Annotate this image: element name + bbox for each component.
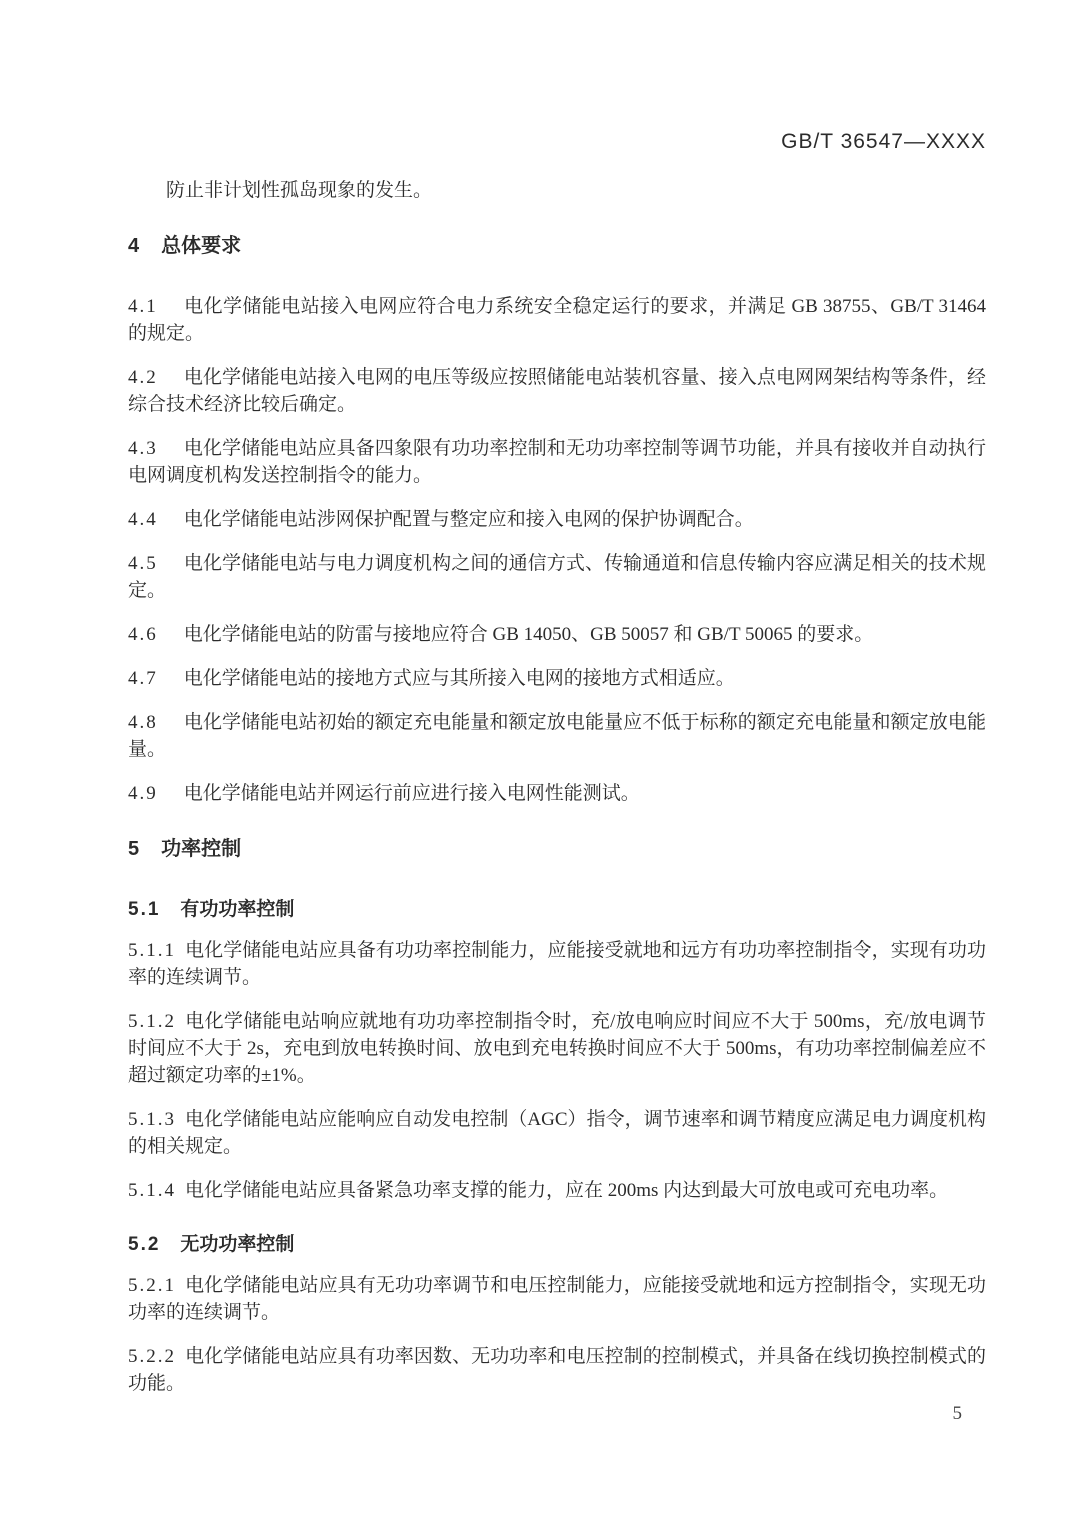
clause-4-4-number: 4.4	[128, 509, 158, 530]
clause-4-9	[128, 780, 986, 807]
standard-number: GB/T 36547—XXXX	[781, 130, 986, 153]
clause-4-5-number: 4.5	[128, 553, 158, 574]
clause-5-2-2-number: 5.2.2	[128, 1346, 176, 1367]
page-number: 5	[952, 1403, 962, 1424]
clause-5-1-4	[128, 1177, 986, 1204]
clause-4-7	[128, 665, 986, 692]
intro-paragraph: 防止非计划性孤岛现象的发生。	[166, 180, 433, 201]
clause-5-2-2	[128, 1343, 986, 1397]
clause-5-1-2-text: 电化学储能电站响应就地有功功率控制指令时，充/放电响应时间应不大于 500ms，充/放电调节时间应不大于 2s，充电到放电转换时间、放电到充电转换时间应不大于 500ms，有功功率控制偏差应不超过额定功率的±1%。	[128, 1011, 986, 1086]
clause-4-8	[128, 709, 986, 763]
section-4-title: 总体要求	[161, 235, 242, 257]
clause-4-4-text: 电化学储能电站涉网保护配置与整定应和接入电网的保护协调配合。	[183, 509, 754, 530]
clause-4-2-text: 电化学储能电站接入电网的电压等级应按照储能电站装机容量、接入点电网网架结构等条件，经综合技术经济比较后确定。	[128, 367, 986, 415]
clause-4-5-text: 电化学储能电站与电力调度机构之间的通信方式、传输通道和信息传输内容应满足相关的技术规定。	[128, 553, 986, 601]
clause-4-9-text: 电化学储能电站并网运行前应进行接入电网性能测试。	[183, 783, 640, 804]
clause-4-3	[128, 435, 986, 489]
section-5-1-title: 有功功率控制	[180, 899, 295, 920]
section-5-heading	[128, 836, 986, 863]
clause-4-4	[128, 506, 986, 533]
clause-4-9-number: 4.9	[128, 783, 158, 804]
section-4-heading	[128, 233, 986, 260]
clause-5-1-3	[128, 1106, 986, 1160]
clause-4-6-number: 4.6	[128, 624, 158, 645]
clause-4-7-number: 4.7	[128, 668, 158, 689]
clause-5-1-4-text: 电化学储能电站应具备紧急功率支撑的能力，应在 200ms 内达到最大可放电或可充电功率。	[185, 1180, 949, 1201]
clause-4-6-text: 电化学储能电站的防雷与接地应符合 GB 14050、GB 50057 和 GB/T 50065 的要求。	[183, 624, 874, 645]
clause-4-8-text: 电化学储能电站初始的额定充电能量和额定放电能量应不低于标称的额定充电能量和额定放电能量。	[128, 712, 986, 760]
clause-5-2-1-text: 电化学储能电站应具有无功功率调节和电压控制能力，应能接受就地和远方控制指令，实现无功功率的连续调节。	[128, 1275, 986, 1323]
clause-5-1-1	[128, 937, 986, 991]
clause-5-1-4-number: 5.1.4	[128, 1180, 176, 1201]
section-5-1-heading	[128, 896, 986, 923]
clause-5-1-1-text: 电化学储能电站应具备有功功率控制能力，应能接受就地和远方有功功率控制指令，实现有功功率的连续调节。	[128, 940, 986, 988]
section-5-2-title: 无功功率控制	[180, 1234, 295, 1255]
clause-5-1-3-text: 电化学储能电站应能响应自动发电控制（AGC）指令，调节速率和调节精度应满足电力调度机构的相关规定。	[128, 1109, 986, 1157]
clause-4-1-number: 4.1	[128, 296, 158, 317]
clause-4-7-text: 电化学储能电站的接地方式应与其所接入电网的接地方式相适应。	[183, 668, 735, 689]
clause-4-1-text: 电化学储能电站接入电网应符合电力系统安全稳定运行的要求，并满足 GB 38755、GB/T 31464 的规定。	[128, 296, 986, 344]
clause-5-2-2-text: 电化学储能电站应具有功率因数、无功功率和电压控制的控制模式，并具备在线切换控制模式的功能。	[128, 1346, 986, 1394]
section-5-2-heading	[128, 1231, 986, 1258]
section-5-title: 功率控制	[161, 838, 242, 860]
section-5-2-number: 5.2	[128, 1234, 161, 1255]
clause-4-3-number: 4.3	[128, 438, 158, 459]
page-header	[128, 130, 986, 154]
section-4-number: 4	[128, 235, 142, 257]
clause-5-1-3-number: 5.1.3	[128, 1109, 176, 1130]
clause-5-1-1-number: 5.1.1	[128, 940, 176, 961]
clause-4-5	[128, 550, 986, 604]
section-5-1-number: 5.1	[128, 899, 161, 920]
clause-5-1-2-number: 5.1.2	[128, 1011, 176, 1032]
clause-4-1	[128, 293, 986, 347]
clause-4-8-number: 4.8	[128, 712, 158, 733]
clause-4-2	[128, 364, 986, 418]
clause-4-6	[128, 621, 986, 648]
clause-5-2-1-number: 5.2.1	[128, 1275, 176, 1296]
clause-4-2-number: 4.2	[128, 367, 158, 388]
clause-5-2-1	[128, 1272, 986, 1326]
clause-5-1-2	[128, 1008, 986, 1089]
clause-4-3-text: 电化学储能电站应具备四象限有功功率控制和无功功率控制等调节功能，并具有接收并自动执行电网调度机构发送控制指令的能力。	[128, 438, 986, 486]
section-5-number: 5	[128, 838, 142, 860]
